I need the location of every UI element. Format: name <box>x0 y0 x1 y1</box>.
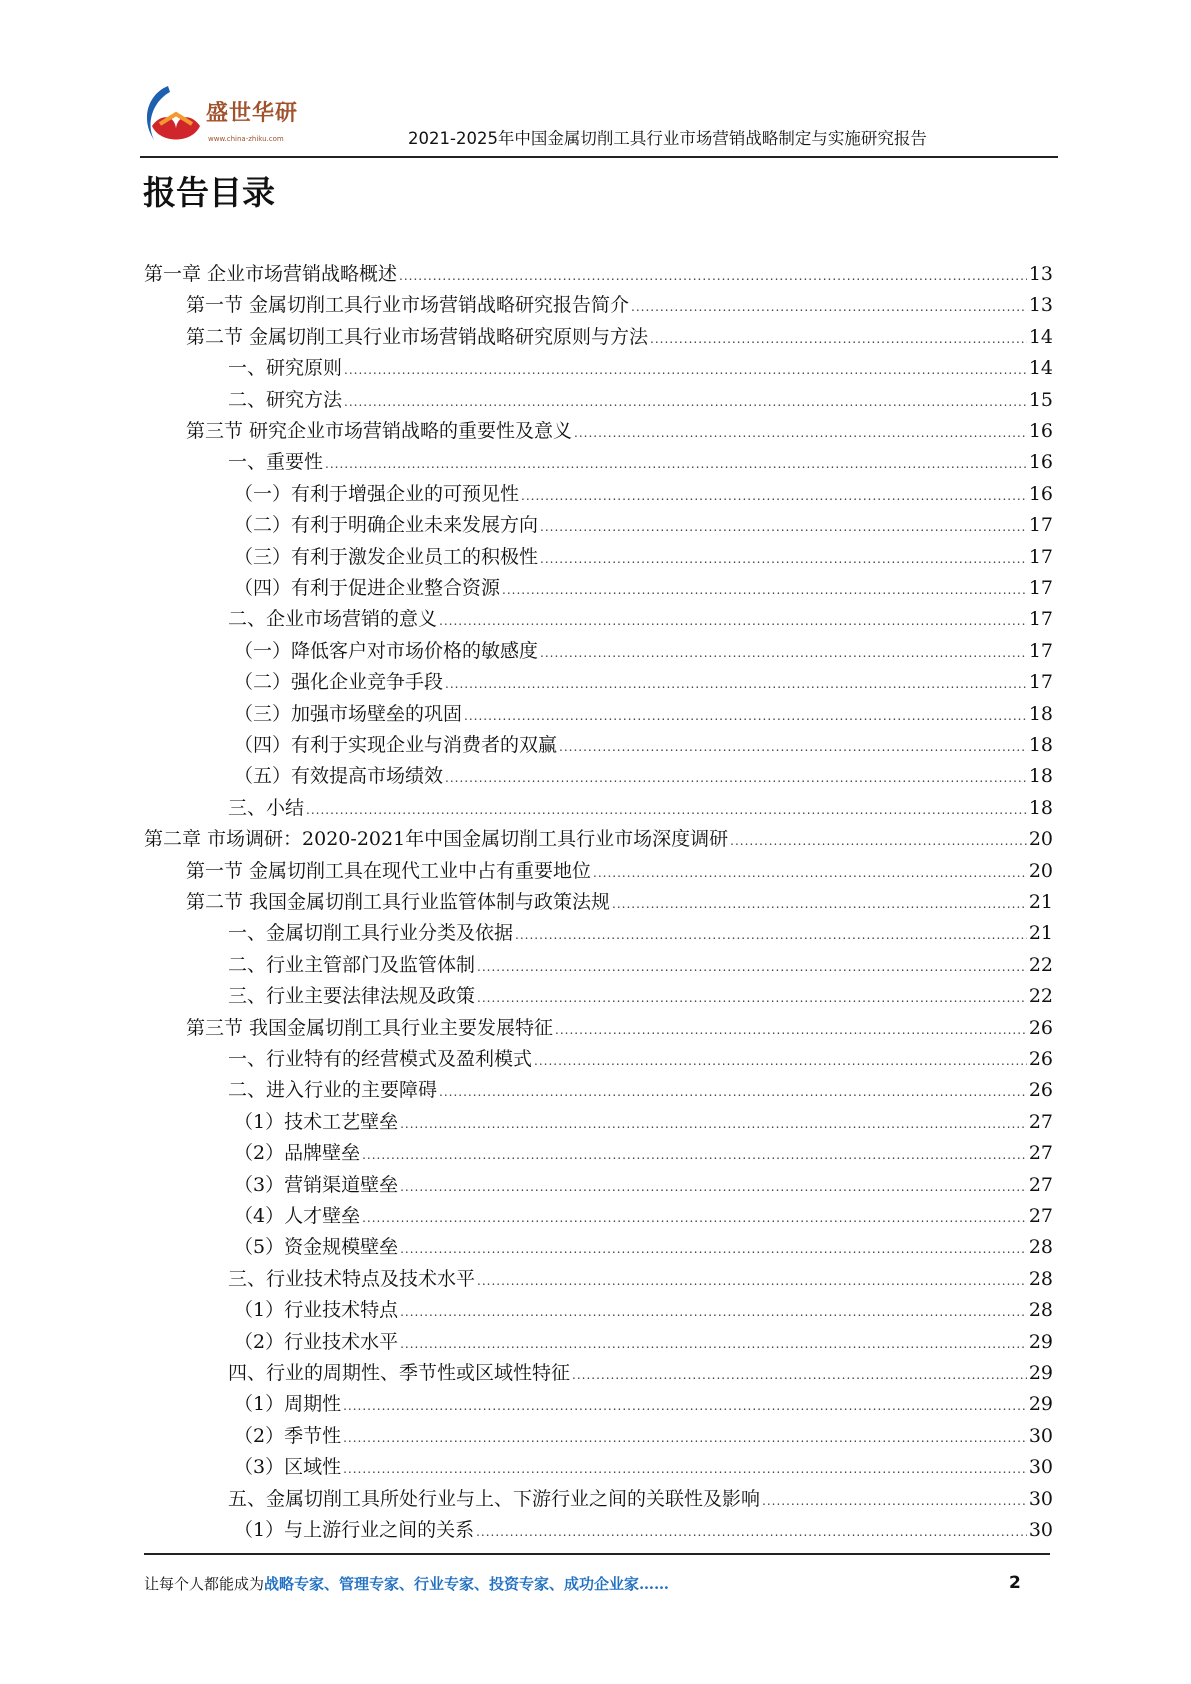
toc-entry[interactable] <box>234 1109 1053 1135</box>
toc-leader-dots <box>343 1393 1027 1417</box>
toc-entry[interactable] <box>234 1203 1053 1229</box>
toc-entry[interactable] <box>234 669 1053 695</box>
toc-entry[interactable] <box>228 952 1053 978</box>
toc-leader-dots <box>400 1331 1027 1355</box>
toc-entry[interactable] <box>234 732 1053 758</box>
toc-entry-title: （1）行业技术特点 <box>234 1299 399 1322</box>
toc-entry-title: （二）有利于明确企业未来发展方向 <box>234 514 539 537</box>
toc-entry-page: 13 <box>1028 294 1053 317</box>
footer-divider <box>144 1553 1050 1555</box>
toc-entry-title: 二、研究方法 <box>228 388 343 411</box>
header-divider <box>140 156 1058 158</box>
toc-entry-title: 四、行业的周期性、季节性或区域性特征 <box>228 1362 571 1384</box>
toc-entry-page: 18 <box>1028 702 1053 725</box>
toc-leader-dots <box>400 1236 1027 1260</box>
toc-leader-dots <box>572 1362 1027 1386</box>
toc-entry-page: 29 <box>1028 1330 1053 1353</box>
toc-entry-page: 16 <box>1028 482 1053 505</box>
toc-entry-title: 第二节 我国金属切削工具行业监管体制与政策法规 <box>186 891 611 913</box>
toc-entry-page: 30 <box>1028 1519 1053 1541</box>
toc-leader-dots <box>400 1299 1027 1323</box>
toc-entry-title: （一）有利于增强企业的可预见性 <box>234 482 520 505</box>
toc-leader-dots <box>344 389 1027 413</box>
toc-entry[interactable] <box>234 1423 1053 1449</box>
toc-entry-title: 第三节 我国金属切削工具行业主要发展特征 <box>186 1016 554 1039</box>
toc-entry-title: （4）人才壁垒 <box>234 1205 361 1227</box>
toc-entry-page: 18 <box>1028 765 1053 788</box>
toc-entry[interactable] <box>234 1329 1053 1355</box>
toc-entry-page: 17 <box>1028 577 1053 599</box>
toc-leader-dots <box>762 1488 1027 1512</box>
toc-leader-dots <box>477 954 1027 978</box>
toc-entry-title: （3）营销渠道壁垒 <box>234 1173 399 1196</box>
toc-entry[interactable] <box>228 1077 1053 1103</box>
toc-entry[interactable] <box>186 1015 1053 1041</box>
toc-entry-page: 22 <box>1028 953 1053 976</box>
toc-entry-title: （2）行业技术水平 <box>234 1330 399 1353</box>
toc-entry-page: 28 <box>1028 1299 1053 1322</box>
toc-entry-title: （1）技术工艺壁垒 <box>234 1110 399 1133</box>
toc-entry-title: 一、重要性 <box>228 451 324 474</box>
toc-leader-dots <box>343 1425 1027 1449</box>
toc-leader-dots <box>540 514 1027 538</box>
toc-entry-title: 五、金属切削工具所处行业与上、下游行业之间的关联性及影响 <box>228 1487 761 1510</box>
toc-leader-dots <box>439 1079 1027 1103</box>
toc-entry-page: 16 <box>1028 451 1053 474</box>
toc-entry-page: 27 <box>1028 1205 1053 1227</box>
toc-entry-title: （二）强化企业竞争手段 <box>234 671 444 694</box>
toc-leader-dots <box>650 326 1027 350</box>
toc-entry-page: 18 <box>1028 796 1053 819</box>
toc-entry[interactable] <box>234 701 1053 727</box>
footer-prefix: 让每个人都能成为 <box>144 1575 265 1593</box>
page-number: 2 <box>1009 1573 1021 1593</box>
toc-entry-page: 30 <box>1028 1424 1053 1447</box>
toc-entry-title: 一、行业特有的经营模式及盈利模式 <box>228 1048 533 1070</box>
toc-entry-page: 27 <box>1028 1142 1053 1165</box>
toc-entry-page: 29 <box>1028 1393 1053 1416</box>
toc-entry[interactable] <box>234 1517 1053 1543</box>
toc-leader-dots <box>400 1174 1027 1198</box>
toc-entry-page: 29 <box>1028 1362 1053 1384</box>
toc-entry-title: 第三节 研究企业市场营销战略的重要性及意义 <box>186 420 573 442</box>
toc-leader-dots <box>574 420 1027 444</box>
toc-entry-title: 第二章 市场调研：2020-2021年中国金属切削工具行业市场深度调研 <box>144 828 729 851</box>
footer-highlight: 战略专家、管理专家、行业专家、投资专家、成功企业家…… <box>264 1575 670 1593</box>
toc-entry[interactable] <box>234 1391 1053 1417</box>
toc-leader-dots <box>464 703 1027 727</box>
toc-leader-dots <box>521 483 1027 507</box>
toc-entry[interactable] <box>234 1140 1053 1166</box>
toc-entry-page: 20 <box>1028 828 1053 851</box>
toc-leader-dots <box>344 357 1027 381</box>
toc-leader-dots <box>362 1142 1027 1166</box>
toc-entry-title: 一、金属切削工具行业分类及依据 <box>228 922 514 945</box>
toc-entry-page: 17 <box>1028 608 1053 631</box>
toc-entry-title: 一、研究原则 <box>228 357 343 380</box>
toc-leader-dots <box>730 828 1027 852</box>
toc-entry[interactable] <box>186 418 1053 444</box>
toc-leader-dots <box>534 1048 1027 1072</box>
toc-entry-title: 三、行业主要法律法规及政策 <box>228 985 476 1008</box>
toc-entry-page: 17 <box>1028 514 1053 537</box>
toc-entry[interactable] <box>144 261 1053 287</box>
toc-entry-title: 二、进入行业的主要障碍 <box>228 1079 438 1102</box>
toc-entry-title: （五）有效提高市场绩效 <box>234 765 444 788</box>
toc-entry[interactable] <box>228 1046 1053 1072</box>
toc-entry[interactable] <box>234 763 1053 789</box>
toc-leader-dots <box>540 546 1027 570</box>
toc-leader-dots <box>362 1205 1027 1229</box>
footer-slogan <box>144 1574 669 1594</box>
toc-entry[interactable] <box>228 355 1053 381</box>
toc-entry-title: （1）周期性 <box>234 1393 342 1416</box>
toc-leader-dots <box>400 1111 1027 1135</box>
toc-leader-dots <box>555 1017 1027 1041</box>
toc-entry-title: 二、行业主管部门及监管体制 <box>228 953 476 976</box>
toc-entry-page: 27 <box>1028 1173 1053 1196</box>
toc-entry[interactable] <box>228 606 1053 632</box>
toc-leader-dots <box>399 263 1027 287</box>
toc-entry-title: 第一节 金属切削工具行业市场营销战略研究报告简介 <box>186 294 630 317</box>
toc-entry-page: 26 <box>1028 1079 1053 1102</box>
toc-entry-title: （2）品牌壁垒 <box>234 1142 361 1165</box>
logo-url: www.china-zhiku.com <box>208 135 284 143</box>
toc-leader-dots <box>612 891 1027 915</box>
toc-entry-title: 二、企业市场营销的意义 <box>228 608 438 631</box>
toc-entry[interactable] <box>228 1266 1053 1292</box>
toc-entry[interactable] <box>234 544 1053 570</box>
toc-entry-title: （3）区域性 <box>234 1456 342 1479</box>
toc-entry-page: 17 <box>1028 671 1053 694</box>
toc-entry-page: 30 <box>1028 1456 1053 1479</box>
logo-name: 盛世华研 <box>206 101 299 126</box>
toc-entry-title: 三、小结 <box>228 796 305 819</box>
toc-entry-page: 21 <box>1028 891 1053 913</box>
toc-entry-page: 28 <box>1028 1267 1053 1290</box>
toc-leader-dots <box>325 451 1027 475</box>
toc-entry[interactable] <box>186 889 1053 915</box>
toc-entry-page: 20 <box>1028 859 1053 882</box>
toc-leader-dots <box>476 1519 1027 1543</box>
toc-entry[interactable] <box>186 858 1053 884</box>
toc-entry-title: （5）资金规模壁垒 <box>234 1236 399 1259</box>
toc-entry-title: 三、行业技术特点及技术水平 <box>228 1267 476 1290</box>
toc-entry-page: 18 <box>1028 734 1053 756</box>
toc-entry[interactable] <box>186 324 1053 350</box>
toc-entry[interactable] <box>234 481 1053 507</box>
toc-entry[interactable] <box>234 1454 1053 1480</box>
toc-entry-page: 26 <box>1028 1048 1053 1070</box>
toc-entry-page: 26 <box>1028 1016 1053 1039</box>
toc-entry-title: （三）加强市场壁垒的巩固 <box>234 702 463 725</box>
toc-entry-page: 14 <box>1028 357 1053 380</box>
toc-entry-page: 28 <box>1028 1236 1053 1259</box>
toc-entry[interactable] <box>234 638 1053 664</box>
toc-entry-page: 16 <box>1028 420 1053 442</box>
toc-leader-dots <box>477 985 1027 1009</box>
toc-entry[interactable] <box>228 983 1053 1009</box>
toc-leader-dots <box>515 922 1027 946</box>
toc-entry-page: 17 <box>1028 545 1053 568</box>
toc-leader-dots <box>502 577 1027 601</box>
toc-entry[interactable] <box>234 1234 1053 1260</box>
toc-entry-page: 21 <box>1028 922 1053 945</box>
toc-entry[interactable] <box>228 1486 1053 1512</box>
toc-leader-dots <box>445 765 1027 789</box>
toc-entry-page: 27 <box>1028 1110 1053 1133</box>
toc-leader-dots <box>343 1456 1027 1480</box>
toc-leader-dots <box>477 1268 1027 1292</box>
toc-leader-dots <box>631 294 1027 318</box>
toc-entry-page: 13 <box>1028 263 1053 285</box>
toc-leader-dots <box>559 734 1027 758</box>
toc-entry[interactable] <box>234 575 1053 601</box>
toc-entry-page: 15 <box>1028 388 1053 411</box>
toc-entry-title: （四）有利于促进企业整合资源 <box>234 577 501 599</box>
toc-entry-title: （三）有利于激发企业员工的积极性 <box>234 545 539 568</box>
toc-leader-dots <box>593 860 1027 884</box>
report-header-title: 2021-2025年中国金属切削工具行业市场营销战略制定与实施研究报告 <box>408 129 927 148</box>
toc-entry-title: （四）有利于实现企业与消费者的双赢 <box>234 734 558 756</box>
toc-entry-title: 第一节 金属切削工具在现代工业中占有重要地位 <box>186 859 592 882</box>
toc-entry[interactable] <box>228 449 1053 475</box>
toc-entry-page: 17 <box>1028 639 1053 662</box>
toc-entry-title: 第二节 金属切削工具行业市场营销战略研究原则与方法 <box>186 325 649 348</box>
toc-entry-title: （2）季节性 <box>234 1424 342 1447</box>
toc-leader-dots <box>445 671 1027 695</box>
toc-entry[interactable] <box>234 1172 1053 1198</box>
toc-entry-title: （一）降低客户对市场价格的敏感度 <box>234 639 539 662</box>
toc-entry[interactable] <box>228 1360 1053 1386</box>
toc-leader-dots <box>439 608 1027 632</box>
toc-entry[interactable] <box>228 387 1053 413</box>
toc-leader-dots <box>306 797 1027 821</box>
toc-entry[interactable] <box>186 292 1053 318</box>
toc-entry-page: 22 <box>1028 985 1053 1008</box>
toc-entry-title: （1）与上游行业之间的关系 <box>234 1519 475 1541</box>
toc-entry[interactable] <box>228 795 1053 821</box>
toc-entry-title: 第一章 企业市场营销战略概述 <box>144 263 398 285</box>
toc-entry-page: 14 <box>1028 325 1053 348</box>
toc-entry[interactable] <box>234 1297 1053 1323</box>
toc-entry-page: 30 <box>1028 1487 1053 1510</box>
toc-entry[interactable] <box>228 920 1053 946</box>
toc-entry[interactable] <box>234 512 1053 538</box>
page-title: 报告目录 <box>143 173 275 212</box>
toc-leader-dots <box>540 640 1027 664</box>
toc-entry[interactable] <box>144 826 1053 852</box>
